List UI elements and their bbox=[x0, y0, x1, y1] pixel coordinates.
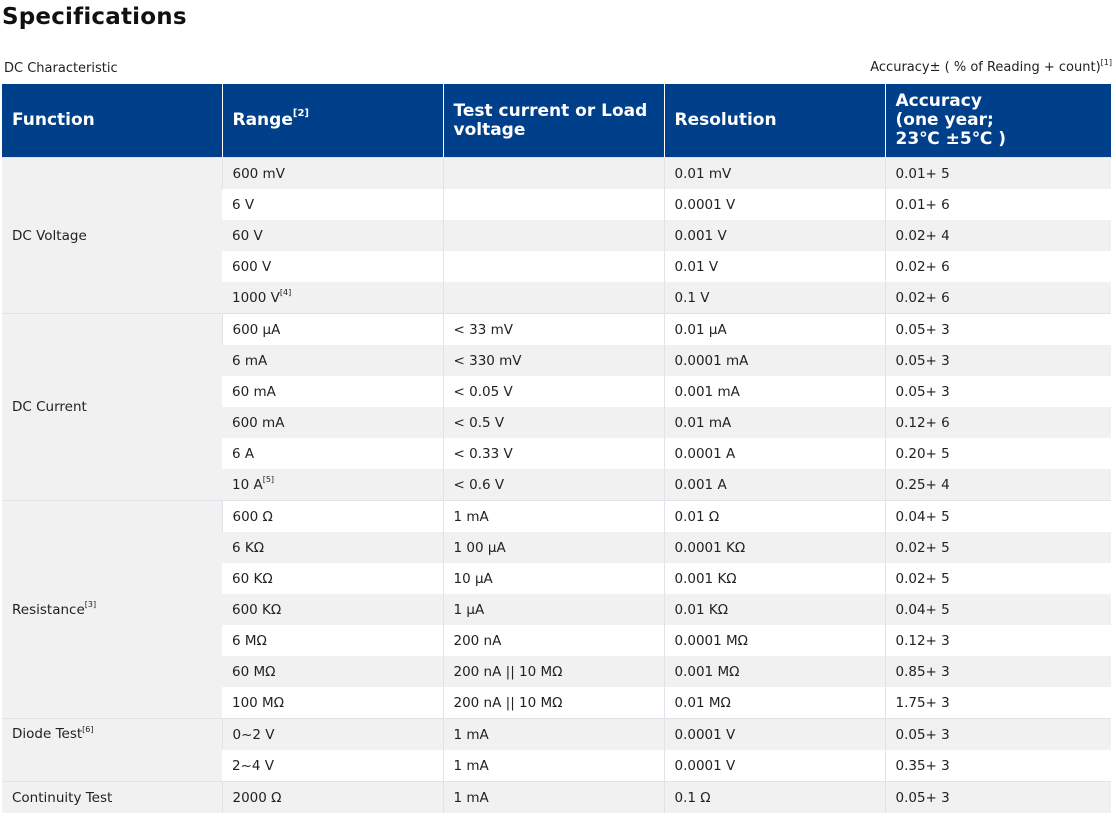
range-value: 600 μA bbox=[232, 321, 281, 338]
range-cell bbox=[222, 750, 443, 782]
function-cell bbox=[2, 158, 222, 314]
accuracy-caption-text: Accuracy± ( % of Reading + count) bbox=[870, 60, 1101, 75]
resolution-cell: 0.0001 MΩ bbox=[664, 625, 885, 656]
test-current-cell: < 0.5 V bbox=[443, 407, 664, 438]
range-cell bbox=[222, 656, 443, 687]
test-current-cell bbox=[443, 220, 664, 251]
resolution-cell: 0.1 V bbox=[664, 282, 885, 314]
test-current-cell: 1 00 μA bbox=[443, 532, 664, 563]
range-cell bbox=[222, 687, 443, 719]
accuracy-cell: 0.04+ 5 bbox=[885, 501, 1111, 533]
resolution-cell: 0.001 V bbox=[664, 220, 885, 251]
header-range-label: Range bbox=[232, 110, 293, 130]
test-current-cell: < 0.05 V bbox=[443, 376, 664, 407]
range-value: 600 mV bbox=[232, 165, 285, 182]
range-cell bbox=[222, 220, 443, 251]
range-value: 60 KΩ bbox=[232, 570, 273, 587]
range-value: 10 A bbox=[232, 476, 263, 493]
accuracy-cell: 0.85+ 3 bbox=[885, 656, 1111, 687]
range-cell bbox=[222, 345, 443, 376]
accuracy-caption bbox=[870, 57, 1112, 75]
range-value: 2000 Ω bbox=[232, 789, 282, 806]
function-label: Resistance bbox=[12, 601, 85, 618]
header-row bbox=[2, 84, 1111, 158]
range-cell bbox=[222, 469, 443, 501]
test-current-cell: 1 mA bbox=[443, 750, 664, 782]
range-cell bbox=[222, 314, 443, 346]
resolution-cell: 0.001 A bbox=[664, 469, 885, 501]
test-current-cell: 1 mA bbox=[443, 719, 664, 751]
resolution-cell: 0.001 mA bbox=[664, 376, 885, 407]
accuracy-cell: 0.05+ 3 bbox=[885, 345, 1111, 376]
header-range bbox=[222, 84, 443, 158]
test-current-cell: 1 mA bbox=[443, 782, 664, 814]
test-current-cell bbox=[443, 189, 664, 220]
range-cell bbox=[222, 438, 443, 469]
resolution-cell: 0.1 Ω bbox=[664, 782, 885, 814]
range-cell bbox=[222, 719, 443, 751]
function-cell bbox=[2, 719, 222, 782]
accuracy-cell: 0.05+ 3 bbox=[885, 314, 1111, 346]
table-row bbox=[2, 501, 1111, 533]
function-cell bbox=[2, 501, 222, 719]
range-value: 600 mA bbox=[232, 414, 285, 431]
range-cell bbox=[222, 625, 443, 656]
test-current-cell: < 330 mV bbox=[443, 345, 664, 376]
function-label: DC Voltage bbox=[12, 227, 87, 244]
range-cell bbox=[222, 407, 443, 438]
accuracy-cell: 0.25+ 4 bbox=[885, 469, 1111, 501]
test-current-cell: 1 μA bbox=[443, 594, 664, 625]
test-current-cell: < 33 mV bbox=[443, 314, 664, 346]
resolution-cell: 0.01 μA bbox=[664, 314, 885, 346]
test-current-cell bbox=[443, 282, 664, 314]
accuracy-cell: 0.02+ 6 bbox=[885, 282, 1111, 314]
range-cell bbox=[222, 282, 443, 314]
function-cell bbox=[2, 782, 222, 814]
table-row bbox=[2, 158, 1111, 190]
function-label: DC Current bbox=[12, 399, 87, 415]
range-value: 6 mA bbox=[232, 352, 268, 369]
spec-body bbox=[2, 158, 1111, 814]
accuracy-cell: 0.05+ 3 bbox=[885, 782, 1111, 814]
footnote-ref: [5] bbox=[262, 475, 275, 484]
range-value: 6 MΩ bbox=[232, 632, 267, 649]
accuracy-cell: 0.01+ 6 bbox=[885, 189, 1111, 220]
resolution-cell: 0.01 mV bbox=[664, 158, 885, 190]
function-label: Diode Test bbox=[12, 726, 83, 742]
footnote-ref: [6] bbox=[82, 724, 94, 734]
function-label: Continuity Test bbox=[12, 789, 113, 806]
resolution-cell: 0.0001 KΩ bbox=[664, 532, 885, 563]
range-value: 0~2 V bbox=[232, 726, 275, 743]
page-title: Specifications bbox=[2, 4, 187, 30]
range-value: 1000 V bbox=[232, 289, 280, 306]
range-cell bbox=[222, 158, 443, 190]
table-caption: DC Characteristic bbox=[4, 61, 118, 76]
spec-table bbox=[2, 84, 1111, 813]
header-test-current: Test current or Load voltage bbox=[443, 84, 664, 158]
range-cell bbox=[222, 501, 443, 533]
range-value: 60 MΩ bbox=[232, 663, 276, 680]
header-resolution: Resolution bbox=[664, 84, 885, 158]
table-row bbox=[2, 782, 1111, 814]
test-current-cell bbox=[443, 158, 664, 190]
range-value: 600 Ω bbox=[232, 508, 273, 525]
footnote-ref: [3] bbox=[84, 600, 97, 609]
resolution-cell: 0.0001 V bbox=[664, 719, 885, 751]
resolution-cell: 0.001 MΩ bbox=[664, 656, 885, 687]
header-accuracy bbox=[885, 84, 1111, 158]
resolution-cell: 0.01 MΩ bbox=[664, 687, 885, 719]
range-value: 60 V bbox=[232, 227, 263, 244]
footnote-ref: [2] bbox=[292, 108, 309, 120]
test-current-cell: 200 nA || 10 MΩ bbox=[443, 656, 664, 687]
accuracy-cell: 0.01+ 5 bbox=[885, 158, 1111, 190]
resolution-cell: 0.0001 A bbox=[664, 438, 885, 469]
footnote-ref: [1] bbox=[1100, 57, 1112, 67]
test-current-cell: 10 μA bbox=[443, 563, 664, 594]
resolution-cell: 0.0001 V bbox=[664, 750, 885, 782]
resolution-cell: 0.001 KΩ bbox=[664, 563, 885, 594]
header-accuracy-line2: (one year; bbox=[895, 110, 994, 130]
accuracy-cell: 0.02+ 5 bbox=[885, 532, 1111, 563]
range-value: 600 KΩ bbox=[232, 601, 282, 618]
header-accuracy-line3: 23℃ ±5℃ ) bbox=[895, 129, 1007, 149]
range-value: 100 MΩ bbox=[232, 694, 285, 711]
range-cell bbox=[222, 376, 443, 407]
range-value: 2~4 V bbox=[232, 757, 275, 774]
accuracy-cell: 0.05+ 3 bbox=[885, 376, 1111, 407]
test-current-cell: < 0.33 V bbox=[443, 438, 664, 469]
resolution-cell: 0.0001 mA bbox=[664, 345, 885, 376]
range-cell bbox=[222, 563, 443, 594]
accuracy-cell: 0.05+ 3 bbox=[885, 719, 1111, 751]
test-current-cell: < 0.6 V bbox=[443, 469, 664, 501]
header-function: Function bbox=[2, 84, 222, 158]
range-cell bbox=[222, 594, 443, 625]
test-current-cell bbox=[443, 251, 664, 282]
accuracy-cell: 0.12+ 3 bbox=[885, 625, 1111, 656]
range-value: 60 mA bbox=[232, 383, 276, 400]
table-row bbox=[2, 719, 1111, 751]
resolution-cell: 0.01 KΩ bbox=[664, 594, 885, 625]
test-current-cell: 200 nA bbox=[443, 625, 664, 656]
table-row bbox=[2, 314, 1111, 346]
range-value: 6 A bbox=[232, 445, 255, 462]
range-cell bbox=[222, 782, 443, 814]
accuracy-cell: 0.35+ 3 bbox=[885, 750, 1111, 782]
resolution-cell: 0.0001 V bbox=[664, 189, 885, 220]
accuracy-cell: 0.02+ 5 bbox=[885, 563, 1111, 594]
resolution-cell: 0.01 mA bbox=[664, 407, 885, 438]
footnote-ref: [4] bbox=[279, 288, 292, 297]
range-value: 6 V bbox=[232, 196, 255, 213]
header-accuracy-line1: Accuracy bbox=[895, 91, 982, 111]
range-cell bbox=[222, 532, 443, 563]
range-cell bbox=[222, 251, 443, 282]
range-value: 600 V bbox=[232, 258, 272, 275]
range-value: 6 KΩ bbox=[232, 539, 265, 556]
accuracy-cell: 0.02+ 4 bbox=[885, 220, 1111, 251]
accuracy-cell: 0.20+ 5 bbox=[885, 438, 1111, 469]
test-current-cell: 1 mA bbox=[443, 501, 664, 533]
function-cell bbox=[2, 314, 222, 501]
resolution-cell: 0.01 Ω bbox=[664, 501, 885, 533]
range-cell bbox=[222, 189, 443, 220]
accuracy-cell: 1.75+ 3 bbox=[885, 687, 1111, 719]
accuracy-cell: 0.02+ 6 bbox=[885, 251, 1111, 282]
accuracy-cell: 0.04+ 5 bbox=[885, 594, 1111, 625]
resolution-cell: 0.01 V bbox=[664, 251, 885, 282]
accuracy-cell: 0.12+ 6 bbox=[885, 407, 1111, 438]
test-current-cell: 200 nA || 10 MΩ bbox=[443, 687, 664, 719]
